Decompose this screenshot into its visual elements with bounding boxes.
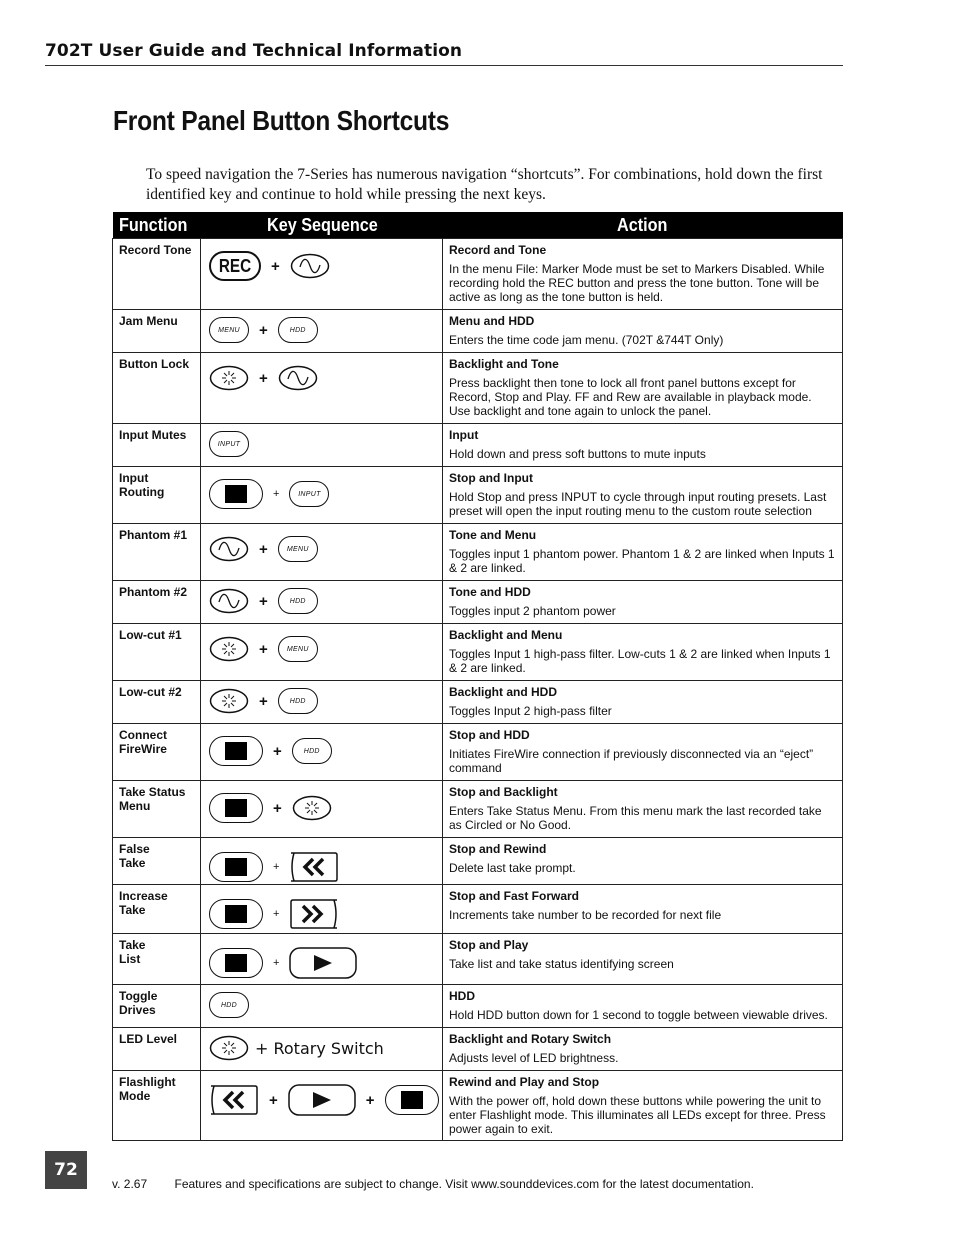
action-cell	[443, 524, 843, 581]
footer	[112, 1177, 754, 1191]
key-sequence-cell	[201, 985, 443, 1028]
plus-sign: +	[273, 957, 280, 969]
input-button-icon: INPUT	[289, 481, 329, 507]
action-cell	[443, 838, 843, 885]
plus-sign: +	[259, 321, 268, 339]
action-title: Stop and Play	[449, 938, 529, 952]
rewind-icon	[289, 850, 339, 884]
table-row	[113, 310, 843, 353]
action-title: Rewind and Play and Stop	[449, 1075, 600, 1089]
page-title: Front Panel Button Shortcuts	[113, 105, 450, 136]
fast-forward-icon	[289, 897, 339, 931]
action-cell	[443, 681, 843, 724]
menu-button-icon: MENU	[278, 636, 318, 662]
plus-sign: +	[273, 908, 280, 920]
action-description: Delete last take prompt.	[449, 861, 576, 875]
table-row	[113, 353, 843, 424]
backlight-icon	[209, 688, 249, 714]
action-description: Toggles input 1 phantom power. Phantom 1 & 2 are linked when Inputs 1 & 2 are linked.	[449, 547, 835, 575]
key-sequence-cell	[201, 424, 443, 467]
key-sequence-cell	[201, 239, 443, 310]
action-title: Input	[449, 428, 479, 442]
table-row	[113, 424, 843, 467]
table-row	[113, 885, 843, 934]
plus-sign: +	[259, 640, 268, 658]
stop-icon	[209, 736, 263, 766]
action-title: Menu and HDD	[449, 314, 535, 328]
action-cell	[443, 467, 843, 524]
action-title: Stop and Backlight	[449, 785, 558, 799]
function-cell: Record Tone	[113, 239, 201, 310]
menu-button-icon: MENU	[209, 317, 249, 343]
table-row	[113, 467, 843, 524]
action-description: Increments take number to be recorded for next file	[449, 908, 722, 922]
action-description: Enters the time code jam menu. (702T &744T Only)	[449, 333, 724, 347]
tone-icon	[278, 365, 318, 391]
rec-button-icon: REC	[209, 251, 261, 281]
function-cell: Low-cut #2	[113, 681, 201, 724]
column-header-key-sequence: Key Sequence	[201, 212, 443, 239]
action-description: In the menu File: Marker Mode must be set to Markers Disabled. While recording hold the REC button and press the tone button. Tone will be active as long as the tone button is held.	[449, 262, 825, 304]
stop-icon	[209, 948, 263, 978]
key-sequence-cell	[201, 1028, 443, 1071]
action-description: Toggles Input 1 high-pass filter. Low-cuts 1 & 2 are linked when Inputs 1 & 2 are linked.	[449, 647, 831, 675]
stop-icon	[385, 1085, 439, 1115]
action-title: Tone and HDD	[449, 585, 531, 599]
stop-icon	[209, 793, 263, 823]
action-title: Backlight and Rotary Switch	[449, 1032, 612, 1046]
plus-sign: +	[269, 1091, 278, 1109]
table-row	[113, 681, 843, 724]
stop-icon	[209, 899, 263, 929]
action-description: Initiates FireWire connection if previously disconnected via an “eject” command	[449, 747, 814, 775]
action-title: Backlight and Menu	[449, 628, 563, 642]
action-title: HDD	[449, 989, 475, 1003]
table-row	[113, 838, 843, 885]
action-cell	[443, 885, 843, 934]
action-title: Stop and Fast Forward	[449, 889, 580, 903]
version-label: v. 2.67	[112, 1177, 148, 1191]
action-description: Adjusts level of LED brightness.	[449, 1051, 619, 1065]
key-sequence-cell	[201, 310, 443, 353]
page-number: 72	[45, 1151, 87, 1189]
table-header-row	[113, 212, 843, 239]
table-row	[113, 781, 843, 838]
hdd-button-icon: HDD	[292, 738, 332, 764]
plus-sign: +	[273, 488, 280, 500]
table-row	[113, 581, 843, 624]
action-title: Backlight and HDD	[449, 685, 558, 699]
action-description: Press backlight then tone to lock all front panel buttons except for Record, Stop and Play. FF and Rew are available in playback mode. Use backlight and tone again to unlock the panel.	[449, 376, 812, 418]
tone-icon	[209, 588, 249, 614]
plus-sign: +	[273, 742, 282, 760]
play-icon	[288, 1083, 356, 1117]
action-description: With the power off, hold down these buttons while powering the unit to enter Flashlight mode. This illuminates all LEDs except for three. Press power again to exit.	[449, 1094, 826, 1136]
action-cell	[443, 353, 843, 424]
intro-paragraph: To speed navigation the 7-Series has numerous navigation “shortcuts”. For combinations, hold down the first identified key and continue to hold while pressing the next keys.	[146, 166, 823, 203]
backlight-icon	[209, 1035, 249, 1061]
action-cell	[443, 1071, 843, 1141]
action-cell	[443, 934, 843, 985]
header-rule	[45, 65, 843, 66]
function-cell: Phantom #1	[113, 524, 201, 581]
action-title: Stop and Rewind	[449, 842, 547, 856]
footer-note: Features and specifications are subject to change. Visit www.sounddevices.com for the latest documentation.	[174, 1177, 754, 1191]
action-title: Stop and HDD	[449, 728, 530, 742]
plus-sign: +	[365, 1091, 375, 1109]
shortcuts-table	[112, 212, 843, 1141]
plus-sign: +	[273, 861, 280, 873]
action-description: Toggles Input 2 high-pass filter	[449, 704, 612, 718]
column-header-action: Action	[443, 212, 843, 239]
backlight-icon	[209, 365, 249, 391]
action-description: Hold HDD button down for 1 second to toggle between viewable drives.	[449, 1008, 828, 1022]
input-button-icon: INPUT	[209, 431, 249, 457]
function-cell: Jam Menu	[113, 310, 201, 353]
action-description: Hold Stop and press INPUT to cycle through input routing presets. Last preset will open the input routing menu to the custom route selection	[449, 490, 827, 518]
function-cell: Toggle Drives	[113, 985, 201, 1028]
function-cell: Input Routing	[113, 467, 201, 524]
function-cell: False Take	[113, 838, 201, 885]
table-row	[113, 1028, 843, 1071]
key-sequence-cell	[201, 934, 443, 985]
key-sequence-cell	[201, 1071, 443, 1141]
function-cell: Low-cut #1	[113, 624, 201, 681]
plus-sign: +	[273, 799, 282, 817]
plus-sign: +	[259, 692, 268, 710]
function-cell: Connect FireWire	[113, 724, 201, 781]
menu-button-icon: MENU	[278, 536, 318, 562]
function-cell: Button Lock	[113, 353, 201, 424]
function-cell: Phantom #2	[113, 581, 201, 624]
stop-icon	[209, 852, 263, 882]
key-sequence-cell	[201, 781, 443, 838]
action-description: Hold down and press soft buttons to mute inputs	[449, 447, 706, 461]
key-sequence-cell	[201, 885, 443, 934]
table-row	[113, 934, 843, 985]
key-sequence-cell	[201, 838, 443, 885]
table-row	[113, 985, 843, 1028]
column-header-function: Function	[113, 212, 201, 239]
action-cell	[443, 1028, 843, 1071]
table-row	[113, 239, 843, 310]
hdd-button-icon: HDD	[278, 588, 318, 614]
action-description: Toggles input 2 phantom power	[449, 604, 616, 618]
action-cell	[443, 310, 843, 353]
hdd-button-icon: HDD	[278, 317, 318, 343]
function-cell: Input Mutes	[113, 424, 201, 467]
function-cell: Flashlight Mode	[113, 1071, 201, 1141]
action-cell	[443, 985, 843, 1028]
plus-sign: +	[259, 540, 268, 558]
function-cell: Take Status Menu	[113, 781, 201, 838]
rotary-switch-label: + Rotary Switch	[255, 1038, 384, 1058]
action-title: Stop and Input	[449, 471, 533, 485]
action-cell	[443, 781, 843, 838]
play-icon	[289, 946, 357, 980]
tone-icon	[209, 536, 249, 562]
function-cell: Increase Take	[113, 885, 201, 934]
table-row	[113, 1071, 843, 1141]
action-title: Tone and Menu	[449, 528, 537, 542]
table-row	[113, 524, 843, 581]
plus-sign: +	[259, 592, 268, 610]
stop-icon	[209, 479, 263, 509]
key-sequence-cell	[201, 581, 443, 624]
action-cell	[443, 239, 843, 310]
backlight-icon	[292, 795, 332, 821]
function-cell: Take List	[113, 934, 201, 985]
table-row	[113, 724, 843, 781]
action-cell	[443, 424, 843, 467]
action-cell	[443, 624, 843, 681]
hdd-button-icon: HDD	[278, 688, 318, 714]
action-description: Take list and take status identifying screen	[449, 957, 674, 971]
action-cell	[443, 724, 843, 781]
key-sequence-cell	[201, 524, 443, 581]
table-row	[113, 624, 843, 681]
tone-icon	[290, 253, 330, 279]
plus-sign: +	[259, 369, 268, 387]
key-sequence-cell	[201, 681, 443, 724]
document-header-title: 702T User Guide and Technical Information	[45, 41, 463, 61]
action-cell	[443, 581, 843, 624]
backlight-icon	[209, 636, 249, 662]
action-title: Record and Tone	[449, 243, 547, 257]
hdd-button-icon: HDD	[209, 992, 249, 1018]
action-title: Backlight and Tone	[449, 357, 559, 371]
key-sequence-cell	[201, 353, 443, 424]
key-sequence-cell	[201, 724, 443, 781]
action-description: Enters Take Status Menu. From this menu mark the last recorded take as Circled or No Good.	[449, 804, 822, 832]
key-sequence-cell	[201, 467, 443, 524]
plus-sign: +	[271, 257, 280, 275]
rewind-icon	[209, 1083, 259, 1117]
key-sequence-cell	[201, 624, 443, 681]
function-cell: LED Level	[113, 1028, 201, 1071]
